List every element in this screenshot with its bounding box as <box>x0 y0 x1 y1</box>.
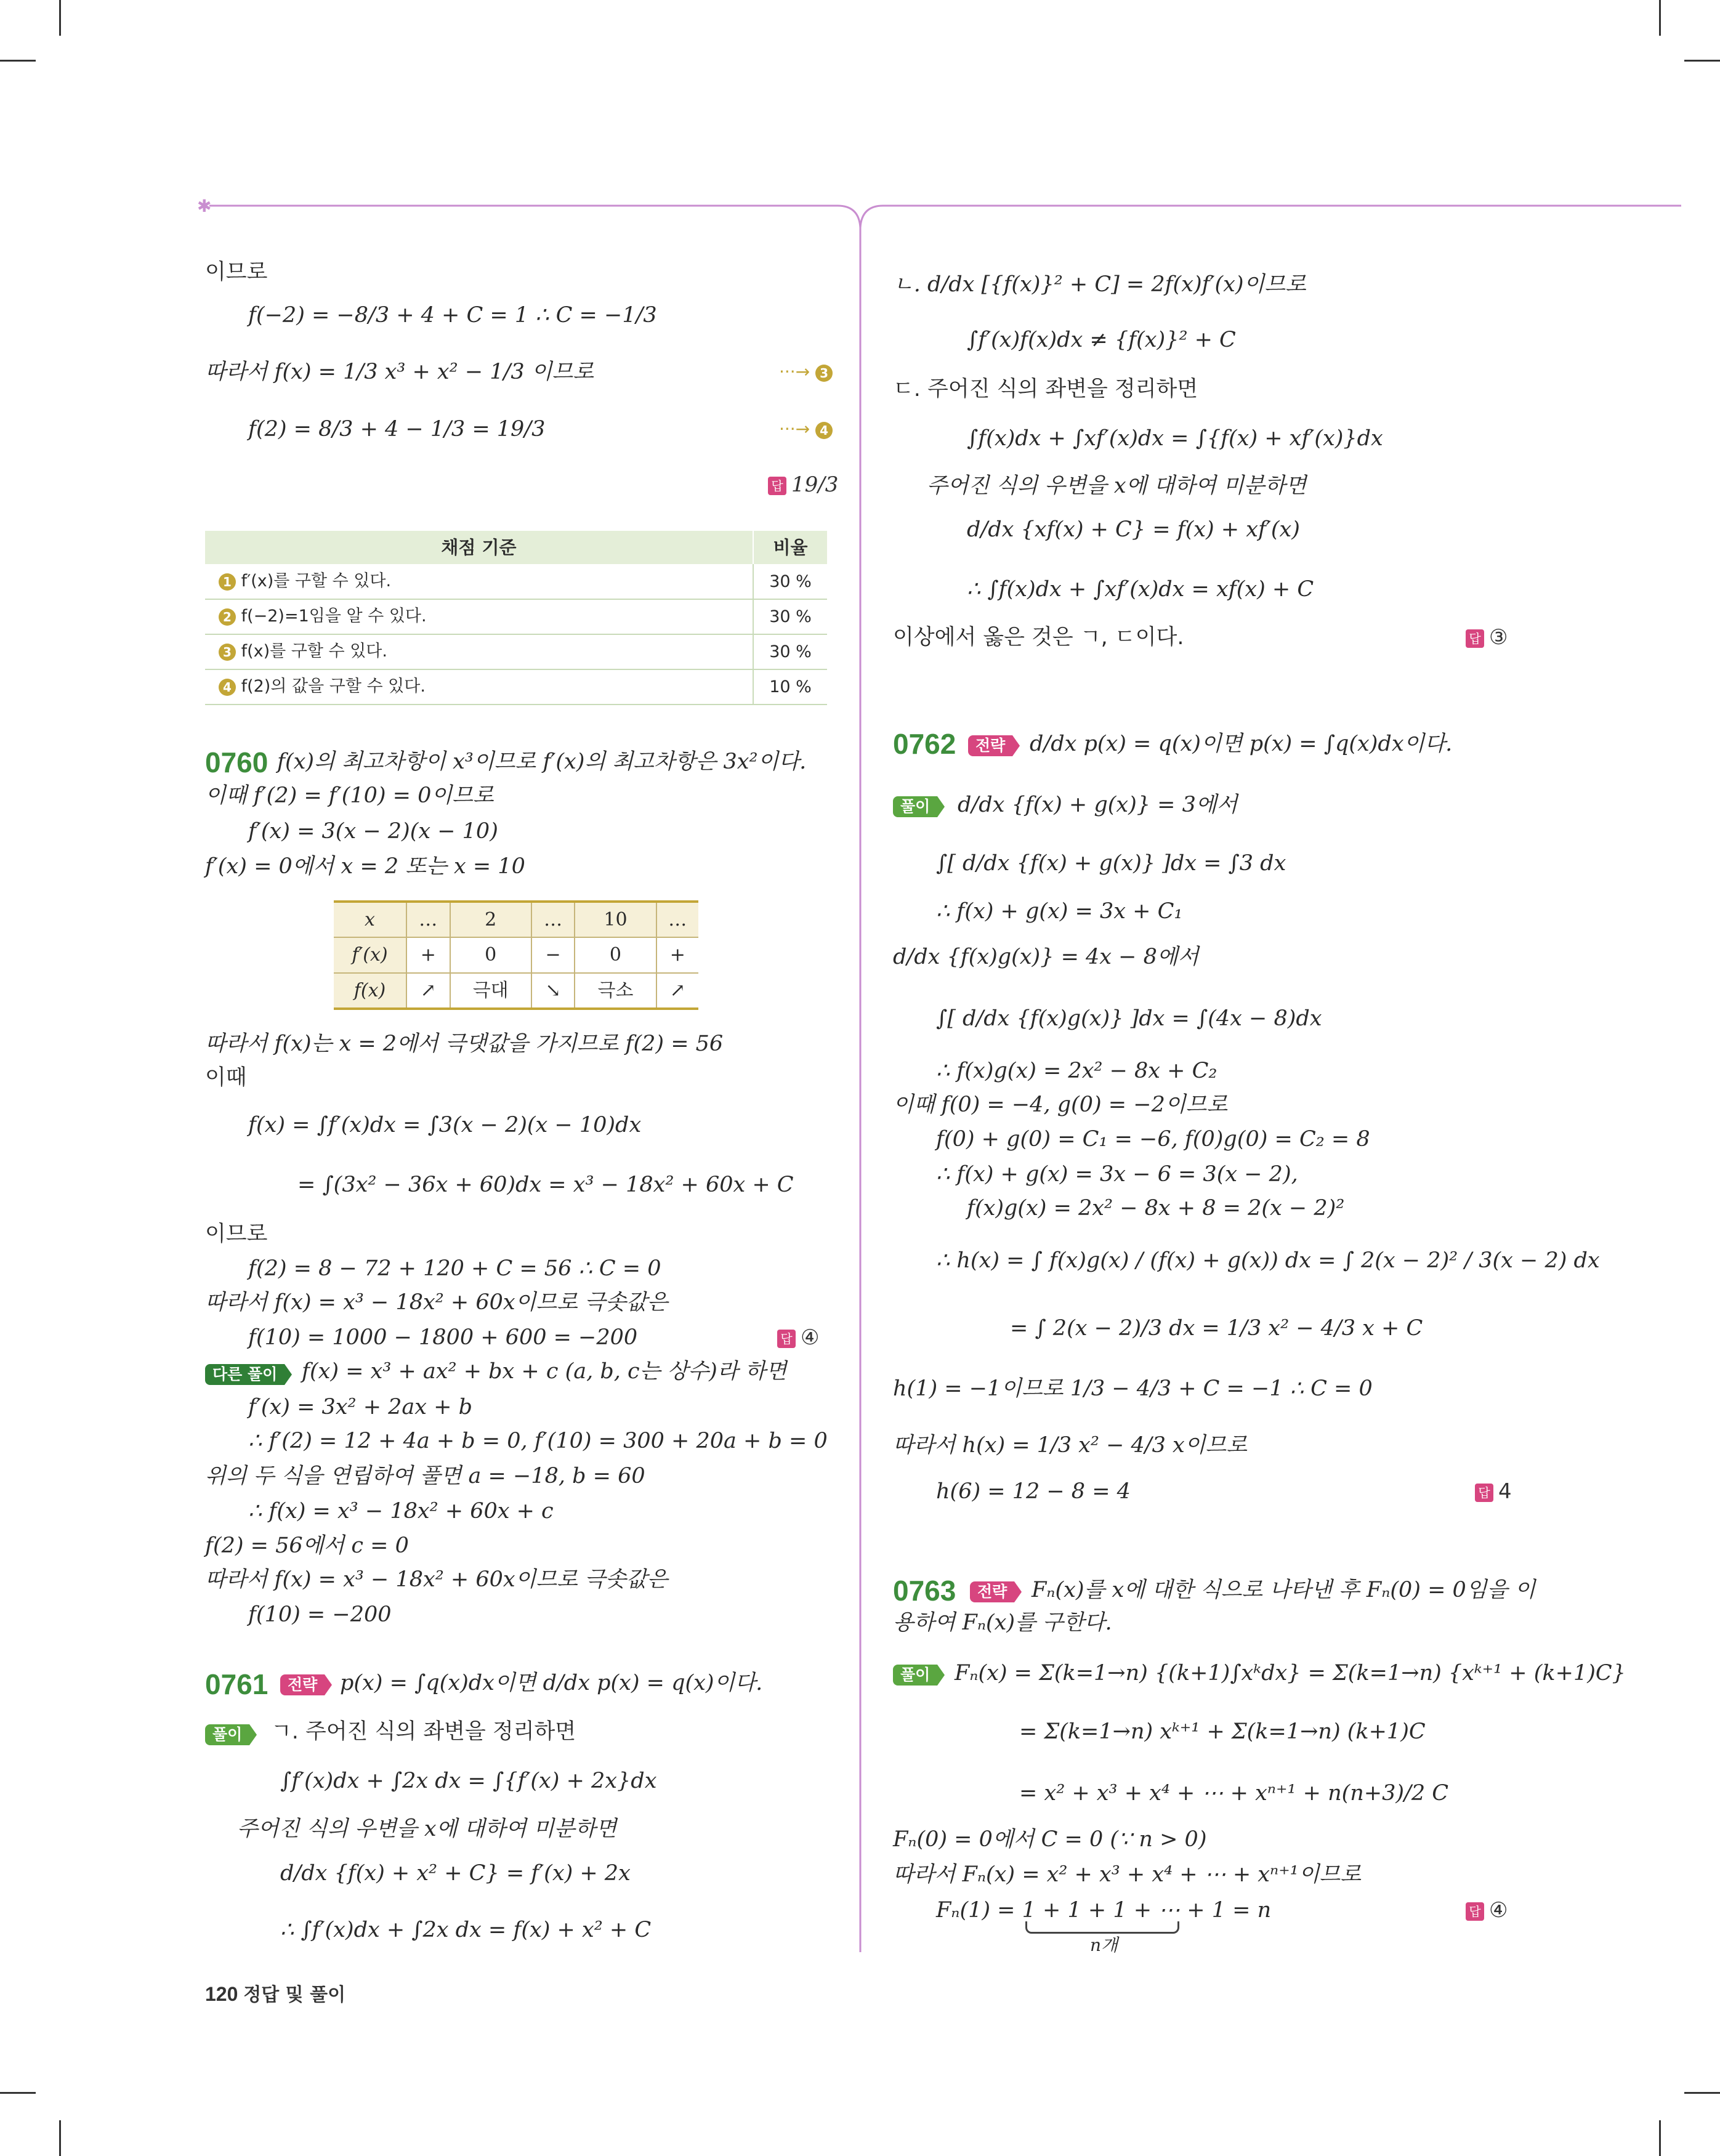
math-line: = ∫ 2(x − 2)/3 dx = 1/3 x² − 4/3 x + C <box>1010 1316 1423 1341</box>
math-line: ∴ ∫f(x)dx + ∫xf′(x)dx = xf(x) + C <box>967 577 1314 602</box>
table-row: 1 f′(x)를 구할 수 있다. 30 % <box>205 564 827 599</box>
brace-label: n개 <box>1090 1935 1118 1955</box>
math-line: h(6) = 12 − 8 = 4 <box>936 1479 1131 1504</box>
answer: 답 ④ <box>1466 1900 1508 1921</box>
solution-tag: 풀이 <box>205 1722 249 1745</box>
math-line: f(x) = x³ + ax² + bx + c (a, b, c는 상수)라 하면 <box>302 1359 787 1384</box>
solution-tag: 풀이 <box>893 794 937 817</box>
math-line: Fₙ(0) = 0에서 C = 0 (∵ n > 0) <box>893 1827 1207 1852</box>
step-marker: ···→ 3 <box>779 363 833 382</box>
solution-tag: 풀이 <box>893 1663 937 1686</box>
crop-mark <box>1659 0 1661 36</box>
answer: 답 4 <box>1475 1481 1512 1502</box>
crop-mark <box>59 0 61 36</box>
crop-mark <box>1684 2092 1720 2094</box>
math-line: f′(x) = 0에서 x = 2 또는 x = 10 <box>205 854 525 879</box>
math-line: 따라서 f(x) = x³ − 18x² + 60x이므로 극솟값은 <box>205 1567 668 1592</box>
math-line: Fₙ(x) = Σ(k=1→n) {(k+1)∫xᵏdx} = Σ(k=1→n) {xᵏ⁺¹ + (k+1)C} <box>955 1661 1626 1686</box>
math-line: f(10) = −200 <box>248 1602 392 1627</box>
math-line: f′(x) = 3x² + 2ax + b <box>248 1395 472 1419</box>
math-line: = ∫(3x² − 36x + 60)dx = x³ − 18x² + 60x + C <box>297 1173 794 1197</box>
answer: 답 ③ <box>1466 627 1508 648</box>
strategy-text: 용하여 Fₙ(x)를 구한다. <box>893 1610 1112 1635</box>
math-line: f(x)g(x) = 2x² − 8x + 8 = 2(x − 2)² <box>967 1196 1345 1221</box>
math-line: = x² + x³ + x⁴ + ⋯ + xⁿ⁺¹ + n(n+3)/2 C <box>1019 1781 1449 1806</box>
page-number: 120 <box>205 1983 238 2005</box>
strategy-tag: 전략 <box>280 1673 325 1695</box>
math-line: ∴ h(x) = ∫ f(x)g(x) / (f(x) + g(x)) dx = ∫ 2(x − 2)² / 3(x − 2) dx <box>936 1248 1600 1273</box>
page-footer <box>205 1984 345 2005</box>
math-line: = Σ(k=1→n) xᵏ⁺¹ + Σ(k=1→n) (k+1)C <box>1019 1719 1426 1744</box>
math-line: 이때 f(0) = −4, g(0) = −2이므로 <box>893 1092 1228 1117</box>
math-line: ∫f′(x)dx + ∫2x dx = ∫{f′(x) + 2x}dx <box>280 1769 657 1793</box>
math-line: ∴ f(x)g(x) = 2x² − 8x + C₂ <box>936 1059 1217 1083</box>
math-line: ∴ f(x) + g(x) = 3x + C₁ <box>936 899 1183 924</box>
crop-mark <box>0 60 36 62</box>
math-line: 따라서 f(x) = 1/3 x³ + x² − 1/3 이므로 <box>205 360 594 384</box>
math-line: f(0) + g(0) = C₁ = −6, f(0)g(0) = C₂ = 8 <box>936 1127 1370 1152</box>
math-line: ∴ f′(2) = 12 + 4a + b = 0, f′(10) = 300 + 20a + b = 0 <box>248 1429 828 1453</box>
math-line: ∫[ d/dx {f(x)g(x)} ]dx = ∫(4x − 8)dx <box>936 1006 1322 1031</box>
crop-mark <box>1684 60 1720 62</box>
increase-decrease-table: x … 2 … 10 … f′(x) + 0 − 0 + f(x) ↗ 극대 ↘ 극소 ↗ <box>334 900 698 1010</box>
math-line: f(−2) = −8/3 + 4 + C = 1 ∴ C = −1/3 <box>248 303 657 328</box>
math-line: ∫f′(x)f(x)dx ≠ {f(x)}² + C <box>967 328 1236 352</box>
text-line: ㄷ. 주어진 식의 좌변을 정리하면 <box>893 377 1198 402</box>
math-line: ㄴ. d/dx [{f(x)}² + C] = 2f(x)f′(x)이므로 <box>893 272 1306 297</box>
text-line: 이므로 <box>205 260 268 285</box>
math-line: f(x)의 최고차항이 x³이므로 f′(x)의 최고차항은 3x²이다. <box>277 749 807 774</box>
strategy-text: p(x) = ∫q(x)dx이면 d/dx p(x) = q(x)이다. <box>340 1671 763 1695</box>
alt-solution-tag: 다른 풀이 <box>205 1362 285 1385</box>
footer-title: 정답 및 풀이 <box>243 1984 346 2006</box>
table-row: 2 f(−2)=1임을 알 수 있다. 30 % <box>205 599 827 634</box>
math-line: ∫[ d/dx {f(x) + g(x)} ]dx = ∫3 dx <box>936 851 1286 876</box>
text-line: 이상에서 옳은 것은 ㄱ, ㄷ이다. <box>893 625 1184 650</box>
strategy-text: Fₙ(x)를 x에 대한 식으로 나타낸 후 Fₙ(0) = 0임을 이 <box>1032 1578 1536 1602</box>
table-row: 4 f(2)의 값을 구할 수 있다. 10 % <box>205 669 827 705</box>
text-line: 이때 <box>205 1065 247 1090</box>
math-line: 따라서 f(x) = x³ − 18x² + 60x이므로 극솟값은 <box>205 1290 668 1315</box>
math-line: f(10) = 1000 − 1800 + 600 = −200 <box>248 1325 638 1350</box>
text-line: 이므로 <box>205 1222 268 1246</box>
math-line: 위의 두 식을 연립하여 풀면 a = −18, b = 60 <box>205 1464 645 1488</box>
underbrace <box>1025 1921 1179 1934</box>
grading-header-ratio: 비율 <box>753 531 827 564</box>
grading-table <box>205 531 827 705</box>
math-line: d/dx {f(x)g(x)} = 4x − 8에서 <box>893 945 1199 969</box>
math-line: 따라서 Fₙ(x) = x² + x³ + x⁴ + ⋯ + xⁿ⁺¹이므로 <box>893 1862 1362 1887</box>
problem-number: 0760 <box>205 746 268 778</box>
math-line: 따라서 h(x) = 1/3 x² − 4/3 x이므로 <box>893 1433 1248 1458</box>
answer: 답 19/3 <box>768 474 838 495</box>
strategy-text: d/dx p(x) = q(x)이면 p(x) = ∫q(x)dx이다. <box>1030 732 1453 756</box>
math-line: d/dx {f(x) + g(x)} = 3에서 <box>958 793 1238 817</box>
math-line: 따라서 f(x)는 x = 2에서 극댓값을 가지므로 f(2) = 56 <box>205 1032 724 1056</box>
answer: 답 ④ <box>777 1327 819 1348</box>
math-line: ∴ ∫f′(x)dx + ∫2x dx = f(x) + x² + C <box>280 1918 652 1942</box>
problem-number: 0762 <box>893 728 956 760</box>
math-line: 주어진 식의 우변을 x에 대하여 미분하면 <box>927 474 1307 498</box>
math-line: ∴ f(x) + g(x) = 3x − 6 = 3(x − 2), <box>936 1162 1298 1187</box>
math-line: f(2) = 56에서 c = 0 <box>205 1533 409 1558</box>
text-line: ㄱ. 주어진 식의 좌변을 정리하면 <box>271 1719 576 1744</box>
math-line: d/dx {xf(x) + C} = f(x) + xf′(x) <box>967 517 1300 542</box>
crop-mark <box>0 2092 36 2094</box>
strategy-tag: 전략 <box>968 733 1012 756</box>
math-line: f′(x) = 3(x − 2)(x − 10) <box>248 819 498 844</box>
problem-number: 0761 <box>205 1668 268 1700</box>
math-line: f(x) = ∫f′(x)dx = ∫3(x − 2)(x − 10)dx <box>248 1113 642 1137</box>
crop-mark <box>1659 2120 1661 2156</box>
math-line: f(2) = 8 − 72 + 120 + C = 56 ∴ C = 0 <box>248 1256 661 1281</box>
strategy-tag: 전략 <box>970 1580 1014 1602</box>
math-line: 이때 f′(2) = f′(10) = 0이므로 <box>205 783 494 808</box>
math-line: Fₙ(1) = 1 + 1 + 1 + ⋯ + 1 = n <box>936 1898 1272 1923</box>
math-line: d/dx {f(x) + x² + C} = f′(x) + 2x <box>280 1861 631 1886</box>
math-line: ∫f(x)dx + ∫xf′(x)dx = ∫{f(x) + xf′(x)}dx <box>967 426 1383 451</box>
step-marker: ···→ 4 <box>779 421 833 439</box>
problem-number: 0763 <box>893 1575 956 1607</box>
math-line: h(1) = −1이므로 1/3 − 4/3 + C = −1 ∴ C = 0 <box>893 1376 1373 1401</box>
math-line: 주어진 식의 우변을 x에 대하여 미분하면 <box>237 1817 617 1841</box>
grading-header-criteria: 채점 기준 <box>205 531 753 564</box>
crop-mark <box>59 2120 61 2156</box>
math-line: f(2) = 8/3 + 4 − 1/3 = 19/3 <box>248 417 546 442</box>
star-icon: ✱ <box>197 197 212 216</box>
math-line: ∴ f(x) = x³ − 18x² + 60x + c <box>248 1499 554 1524</box>
table-row: 3 f(x)를 구할 수 있다. 30 % <box>205 634 827 669</box>
